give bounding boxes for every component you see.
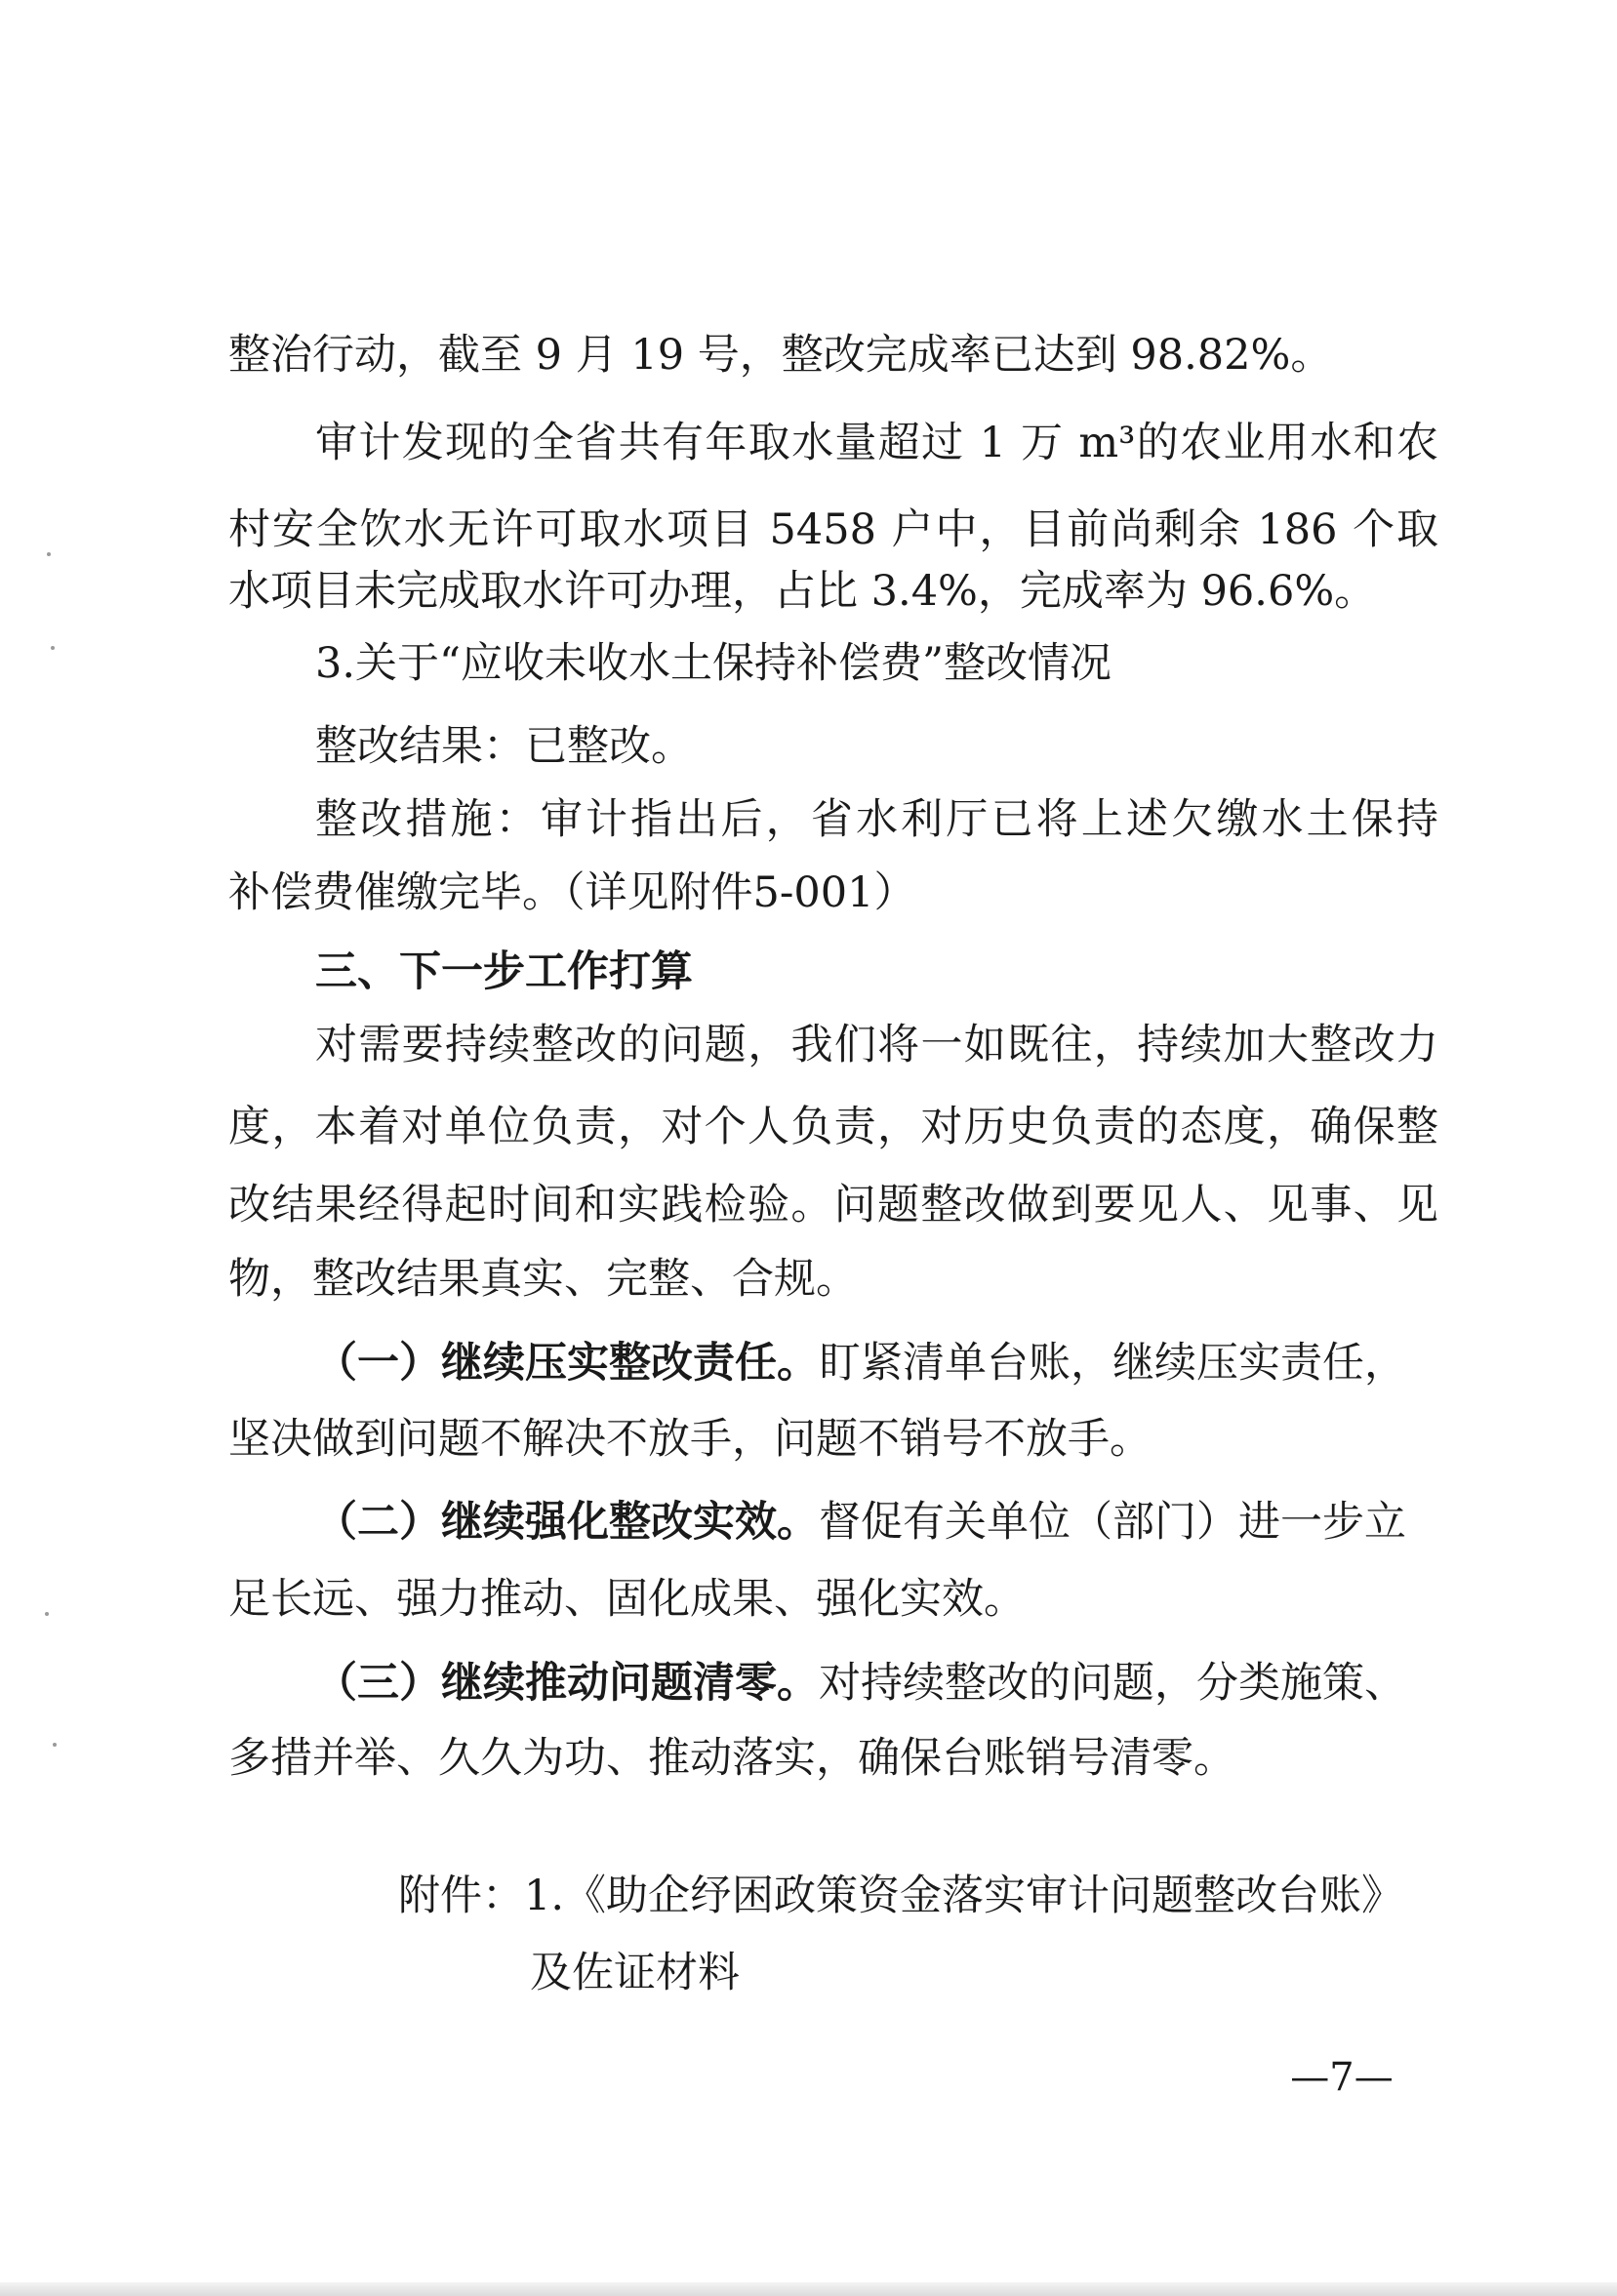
paragraph-line: 审计发现的全省共有年取水量超过 1 万 m³的农业用水和农: [315, 419, 1438, 467]
scan-speck: [53, 1743, 57, 1747]
paragraph-line: [315, 1495, 1438, 1550]
paragraph-line: 多措并举、久久为功、推动落实，确保台账销号清零。: [228, 1734, 1235, 1783]
subheading: （二）继续强化整改实效。: [315, 1498, 819, 1547]
scan-speck: [47, 552, 51, 556]
attachment-item: 1.《助企纾困政策资金落实审计问题整改台账》: [524, 1872, 1404, 1920]
paragraph-line: 对需要持续整改的问题，我们将一如既往，持续加大整改力: [315, 1021, 1438, 1069]
section-heading: 三、下一步工作打算: [315, 947, 693, 996]
paragraph-line: [315, 1656, 1438, 1711]
scan-edge: [0, 2282, 1617, 2296]
page-number: —7—: [1290, 2055, 1394, 2100]
subheading: （三）继续推动问题清零。: [315, 1659, 819, 1708]
paragraph-line: 整改措施：审计指出后，省水利厅已将上述欠缴水土保持: [315, 795, 1438, 844]
paragraph-line: 改结果经得起时间和实践检验。问题整改做到要见人、见事、见: [228, 1181, 1438, 1229]
paragraph-line: 足长远、强力推动、固化成果、强化实效。: [228, 1575, 1026, 1624]
subheading: （一）继续压实整改责任。: [315, 1339, 819, 1388]
paragraph-line: 水项目未完成取水许可办理，占比 3.4%，完成率为 96.6%。: [228, 567, 1377, 616]
paragraph-line: 补偿费催缴完毕。（详见附件5-001）: [228, 868, 916, 917]
scan-speck: [45, 1612, 49, 1616]
paragraph-line: 整改结果：已整改。: [315, 722, 693, 771]
paragraph-line: 度，本着对单位负责，对个人负责，对历史负责的态度，确保整: [228, 1103, 1438, 1151]
paragraph-text: 盯紧清单台账，继续压实责任，: [819, 1339, 1406, 1388]
paragraph-line: 坚决做到问题不解决不放手，问题不销号不放手。: [228, 1415, 1152, 1464]
scan-speck: [51, 646, 55, 650]
paragraph-line: 整治行动，截至 9 月 19 号，整改完成率已达到 98.82%。: [228, 331, 1333, 380]
paragraph-line: 物，整改结果真实、完整、合规。: [228, 1255, 858, 1304]
paragraph-text: 督促有关单位（部门）进一步立: [819, 1498, 1406, 1547]
attachment-line: [398, 1869, 1403, 1923]
paragraph-line: 村安全饮水无许可取水项目 5458 户中，目前尚剩余 186 个取: [228, 505, 1438, 554]
attachment-continuation: 及佐证材料: [530, 1949, 740, 1997]
attachment-label: 附件：: [398, 1872, 524, 1920]
paragraph-text: 对持续整改的问题，分类施策、: [819, 1659, 1406, 1708]
section-title: 3.关于“应收未收水土保持补偿费”整改情况: [315, 639, 1112, 688]
paragraph-line: [315, 1336, 1438, 1390]
